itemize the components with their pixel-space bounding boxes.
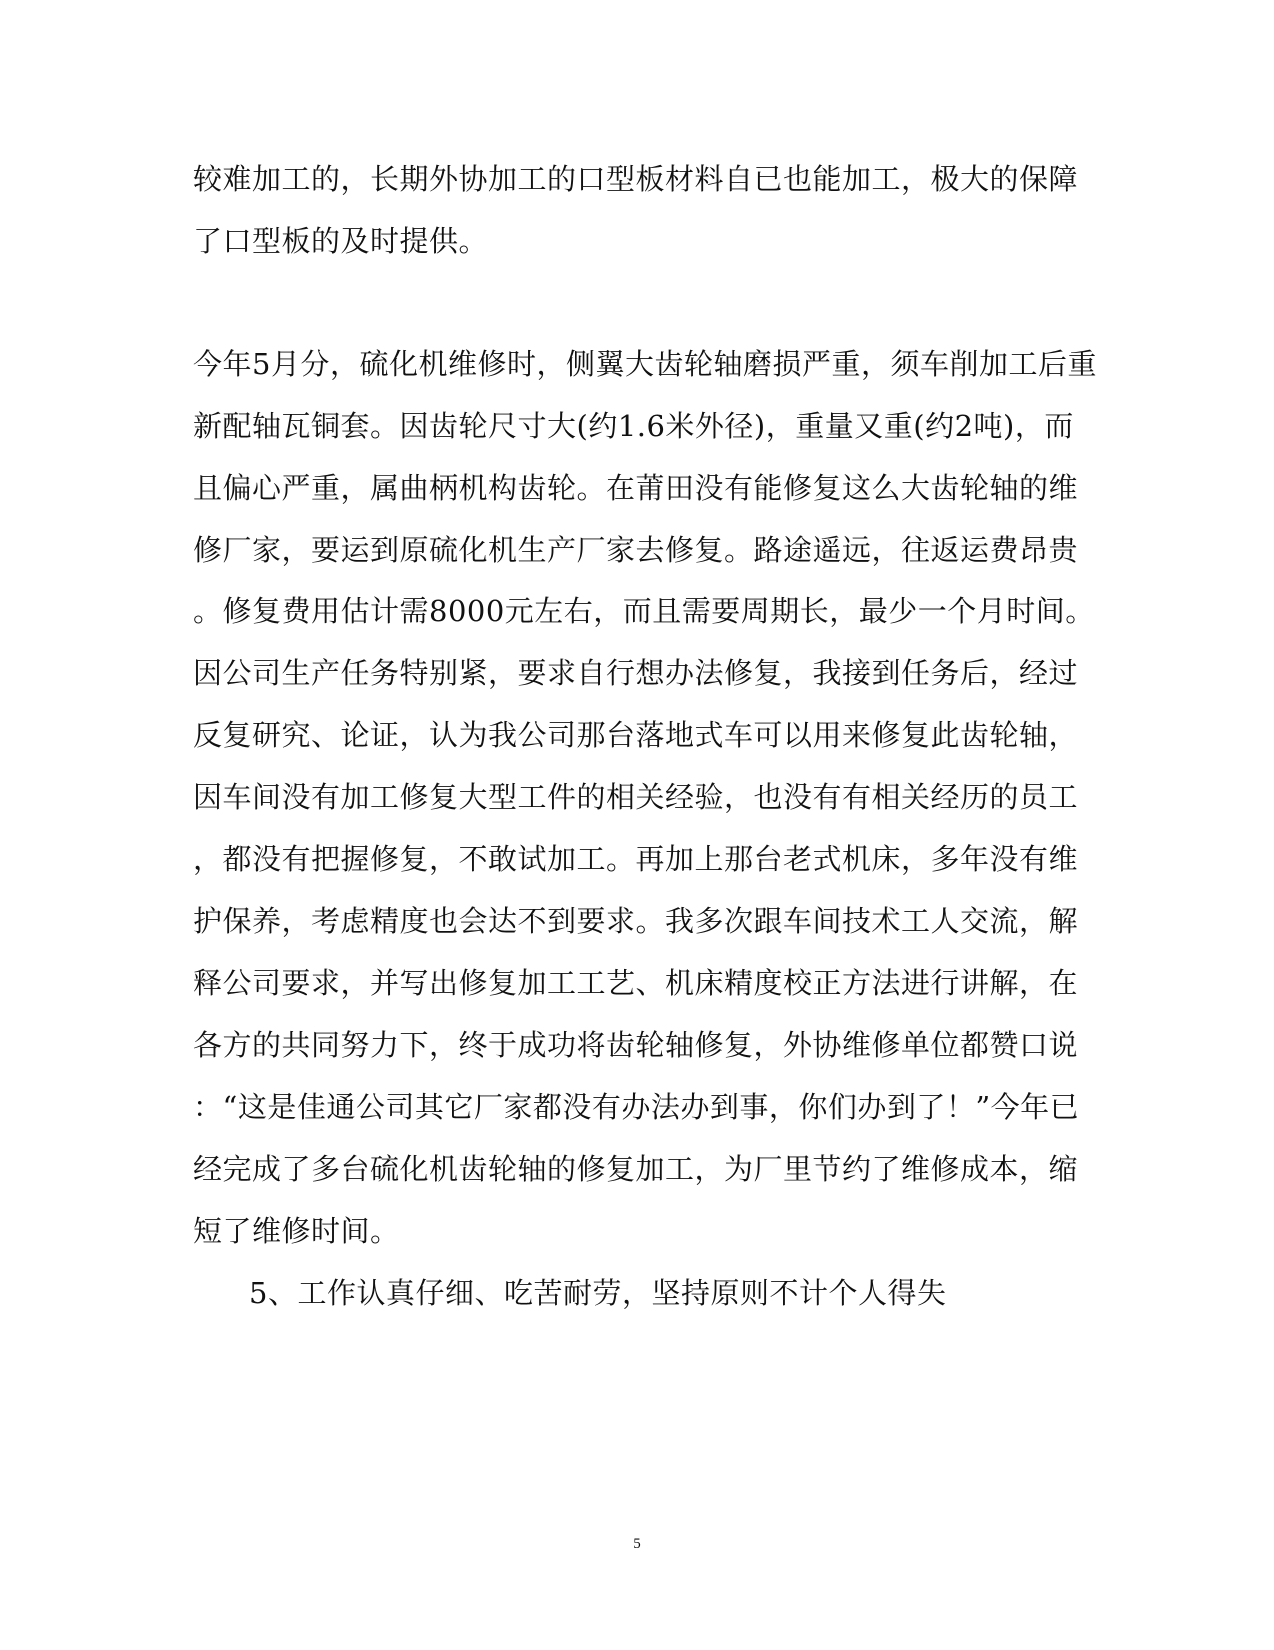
text-line: 反复研究、论证，认为我公司那台落地式车可以用来修复此齿轮轴，	[193, 718, 1079, 752]
text-line: 较难加工的，长期外协加工的口型板材料自已也能加工，极大的保障	[193, 162, 1079, 196]
text-line: 因车间没有加工修复大型工件的相关经验，也没有有相关经历的员工	[193, 780, 1079, 814]
section-heading: 5、工作认真仔细、吃苦耐劳，坚持原则不计个人得失	[249, 1276, 947, 1310]
text-line: 修厂家，要运到原硫化机生产厂家去修复。路途遥远，往返运费昂贵	[193, 533, 1079, 567]
text-line: 今年5月分，硫化机维修时，侧翼大齿轮轴磨损严重，须车削加工后重	[193, 347, 1097, 381]
text-line: 各方的共同努力下，终于成功将齿轮轴修复，外协维修单位都赞口说	[193, 1028, 1079, 1062]
text-line: ：“这是佳通公司其它厂家都没有办法办到事，你们办到了！”今年已	[193, 1090, 1080, 1124]
text-line: 因公司生产任务特别紧，要求自行想办法修复，我接到任务后，经过	[193, 656, 1079, 690]
text-line: 经完成了多台硫化机齿轮轴的修复加工，为厂里节约了维修成本，缩	[193, 1152, 1079, 1186]
text-line: 短了维修时间。	[193, 1214, 400, 1248]
text-line: 了口型板的及时提供。	[193, 224, 489, 258]
text-line: 新配轴瓦铜套。因齿轮尺寸大(约1.6米外径)，重量又重(约2吨)，而	[193, 409, 1074, 443]
text-line: 释公司要求，并写出修复加工工艺、机床精度校正方法进行讲解，在	[193, 966, 1079, 1000]
text-line: ，都没有把握修复，不敢试加工。再加上那台老式机床，多年没有维	[193, 842, 1079, 876]
text-line: 且偏心严重，属曲柄机构齿轮。在莆田没有能修复这么大齿轮轴的维	[193, 471, 1079, 505]
text-line: 。修复费用估计需8000元左右，而且需要周期长，最少一个月时间。	[193, 594, 1095, 628]
text-line: 护保养，考虑精度也会达不到要求。我多次跟车间技术工人交流，解	[193, 904, 1079, 938]
page-number: 5	[633, 1536, 641, 1552]
